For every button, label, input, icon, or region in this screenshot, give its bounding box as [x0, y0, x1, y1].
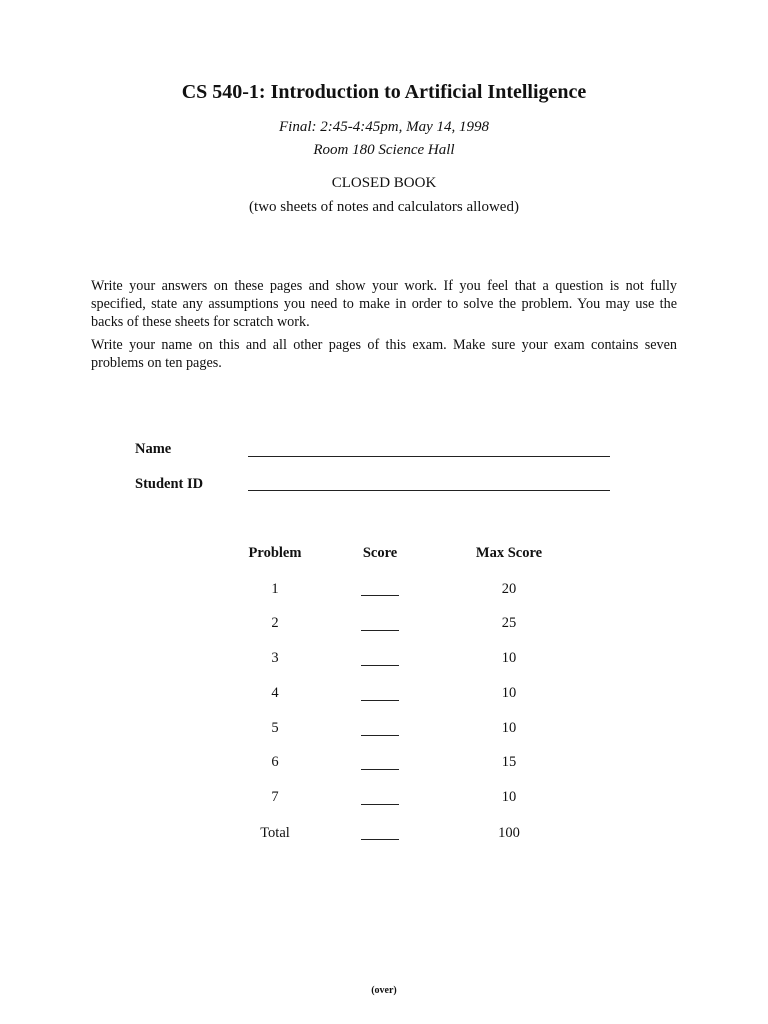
student-id-field[interactable] [248, 490, 610, 491]
score-blank[interactable] [361, 665, 399, 666]
max-score-value: 10 [501, 720, 517, 736]
total-max-score: 100 [498, 825, 520, 841]
problem-number: 7 [271, 789, 279, 805]
problem-number: 4 [271, 685, 279, 701]
total-label: Total [260, 825, 290, 841]
max-score-value: 25 [501, 615, 517, 631]
max-score-value: 10 [501, 685, 517, 701]
max-score-value: 15 [501, 754, 517, 770]
exam-time: Final: 2:45-4:45pm, May 14, 1998 [279, 119, 489, 135]
instructions-paragraph-1: Write your answers on these pages and show your work. If you feel that a question is not fully specified, state any assumptions you need to make in order to solve the problem. You may use the backs of these sheets for scratch work. [91, 278, 677, 330]
problem-number: 3 [271, 650, 279, 666]
course-title: CS 540-1: Introduction to Artificial Intelligence [181, 81, 587, 103]
over-note: (over) [371, 985, 397, 996]
max-score-value: 10 [501, 789, 517, 805]
problem-number: 1 [271, 581, 279, 597]
score-blank[interactable] [361, 769, 399, 770]
max-score-column-header: Max Score [475, 545, 543, 561]
problem-number: 2 [271, 615, 279, 631]
score-blank[interactable] [361, 804, 399, 805]
score-blank[interactable] [361, 700, 399, 701]
closed-book-notice: CLOSED BOOK [331, 175, 437, 191]
max-score-value: 10 [501, 650, 517, 666]
exam-room: Room 180 Science Hall [313, 142, 455, 158]
score-blank[interactable] [361, 595, 399, 596]
score-blank[interactable] [361, 630, 399, 631]
total-score-blank[interactable] [361, 839, 399, 840]
problem-number: 6 [271, 754, 279, 770]
student-id-label: Student ID [135, 476, 204, 492]
notes-allowed-notice: (two sheets of notes and calculators allowed) [249, 199, 519, 215]
score-blank[interactable] [361, 735, 399, 736]
problem-column-header: Problem [248, 545, 302, 561]
instructions-paragraph-2: Write your name on this and all other pages of this exam. Make sure your exam contains seven problems on ten pages. [91, 337, 677, 371]
problem-number: 5 [271, 720, 279, 736]
max-score-value: 20 [501, 581, 517, 597]
name-label: Name [135, 441, 172, 457]
score-column-header: Score [362, 545, 398, 561]
name-field[interactable] [248, 456, 610, 457]
